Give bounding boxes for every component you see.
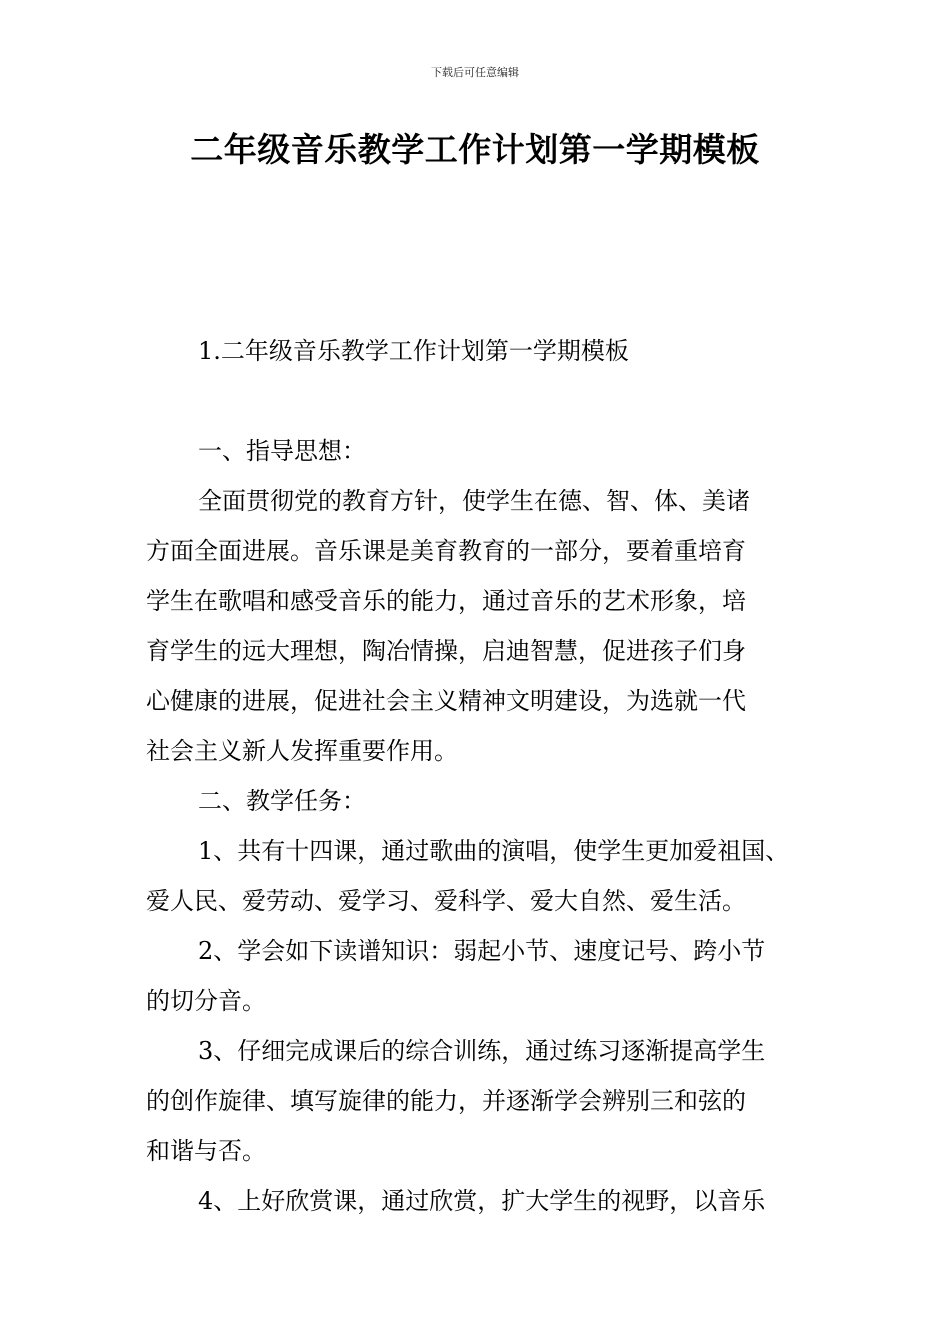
list-item-line: 和谐与否。: [146, 1137, 266, 1165]
paragraph-line: 学生在歌唱和感受音乐的能力，通过音乐的艺术形象，培: [146, 587, 746, 615]
section-heading-teaching-tasks: 二、教学任务：: [198, 787, 366, 815]
list-item-line: 的切分音。: [146, 987, 266, 1015]
document-subtitle: 1.二年级音乐教学工作计划第一学期模板: [198, 337, 629, 365]
list-item-line: 1、共有十四课，通过歌曲的演唱，使学生更加爱祖国、: [198, 837, 790, 865]
document-title: 二年级音乐教学工作计划第一学期模板: [190, 130, 760, 169]
document-body: [146, 426, 826, 1226]
list-item-line: 2、学会如下读谱知识：弱起小节、速度记号、跨小节: [198, 937, 766, 965]
paragraph-line: 心健康的进展，促进社会主义精神文明建设，为选就一代: [146, 687, 746, 715]
list-item-line: 4、上好欣赏课，通过欣赏，扩大学生的视野，以音乐: [198, 1187, 766, 1215]
section-heading-guiding-ideology: 一、指导思想：: [198, 437, 366, 465]
paragraph-line: 全面贯彻党的教育方针，使学生在德、智、体、美诸: [198, 487, 750, 515]
paragraph-line: 社会主义新人发挥重要作用。: [146, 737, 458, 765]
list-item-line: 爱人民、爱劳动、爱学习、爱科学、爱大自然、爱生活。: [146, 887, 746, 915]
list-item-line: 的创作旋律、填写旋律的能力，并逐渐学会辨别三和弦的: [146, 1087, 746, 1115]
header-note: 下载后可任意编辑: [431, 66, 519, 79]
list-item-line: 3、仔细完成课后的综合训练，通过练习逐渐提高学生: [198, 1037, 766, 1065]
paragraph-line: 方面全面进展。音乐课是美育教育的一部分，要着重培育: [146, 537, 746, 565]
paragraph-line: 育学生的远大理想，陶冶情操，启迪智慧，促进孩子们身: [146, 637, 746, 665]
